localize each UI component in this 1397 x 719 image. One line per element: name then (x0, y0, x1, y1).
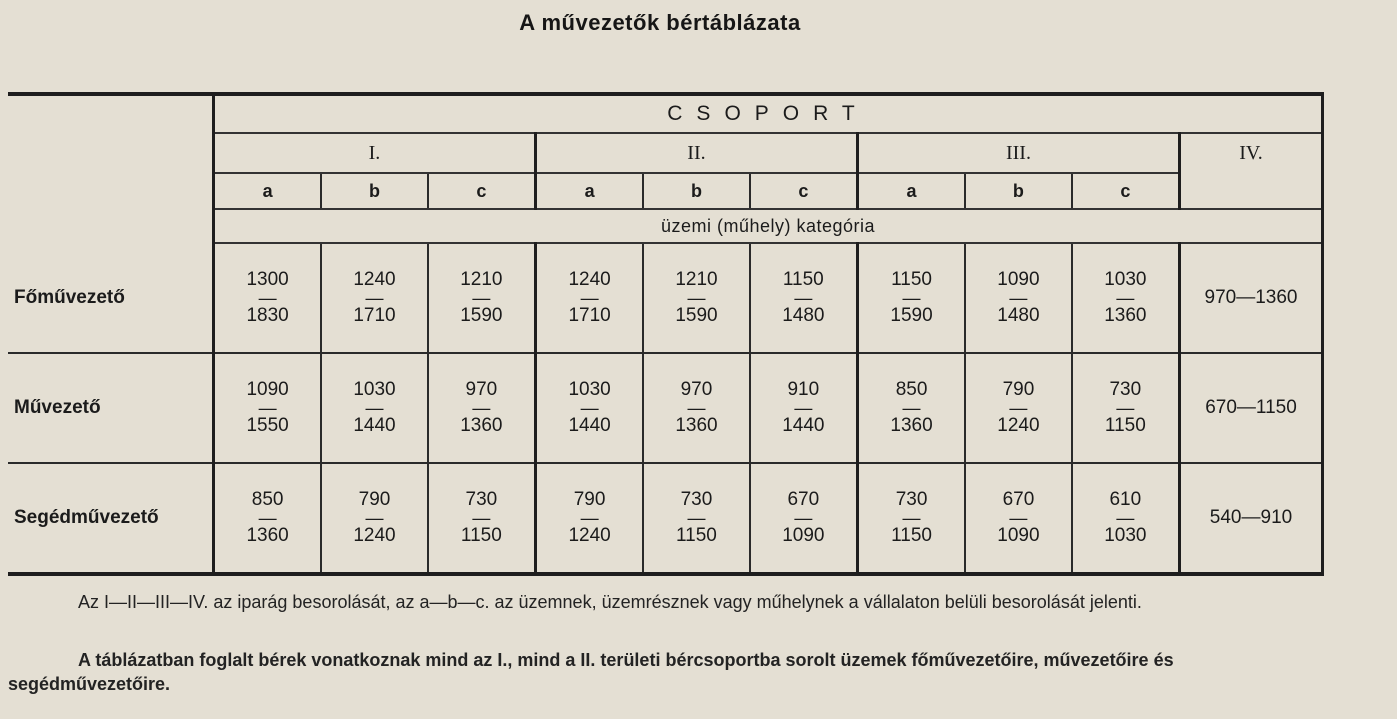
header-row-csoport (8, 94, 1323, 133)
cell-dash: — (580, 507, 599, 528)
table-cell (965, 463, 1072, 574)
table-cell (1072, 353, 1180, 463)
cell-low-value: 850 (895, 378, 928, 400)
cell-high-value: 1150 (676, 525, 717, 547)
table-cell (535, 463, 643, 574)
header-sub-b: b (321, 173, 428, 209)
cell-dash: — (794, 397, 813, 418)
range-iv-cell: 970—1360 (1180, 243, 1323, 353)
table-cell (643, 353, 750, 463)
table-cell (535, 353, 643, 463)
cell-dash: — (794, 287, 813, 308)
footnote-scope: A táblázatban foglalt bérek vonatkoznak mind az I., mind a II. területi bércsoportba sorolt üzemek főművezetőire, művezetőire és segédművezetőire. (8, 650, 1174, 694)
header-group-ii: II. (535, 133, 857, 173)
cell-high-value: 1360 (460, 415, 503, 437)
cell-low-value: 730 (680, 488, 713, 510)
cell-high-value: 1710 (568, 305, 611, 327)
header-sub-a: a (535, 173, 643, 209)
range-iv-cell: 540—910 (1180, 463, 1323, 574)
row-label: Segédművezető (8, 463, 214, 574)
cell-dash: — (1009, 397, 1028, 418)
cell-high-value: 1150 (891, 525, 932, 547)
cell-high-value: 1360 (246, 525, 289, 547)
cell-dash: — (365, 287, 384, 308)
header-sub-b: b (965, 173, 1072, 209)
cell-low-value: 1090 (246, 378, 289, 400)
table-row (8, 463, 1323, 574)
cell-low-value: 1150 (782, 268, 824, 290)
cell-low-value: 1240 (568, 268, 611, 290)
table-body (8, 243, 1323, 574)
row-label: Főművezető (8, 243, 214, 353)
cell-high-value: 1440 (353, 415, 396, 437)
cell-dash: — (1116, 397, 1135, 418)
cell-dash: — (1116, 287, 1135, 308)
cell-low-value: 970 (680, 378, 713, 400)
cell-high-value: 1240 (997, 415, 1040, 437)
table-cell (857, 243, 965, 353)
cell-high-value: 1240 (353, 525, 396, 547)
cell-high-value: 1150 (460, 525, 502, 547)
table-cell (321, 463, 428, 574)
header-group-i: I. (214, 133, 536, 173)
cell-dash: — (902, 397, 921, 418)
header-sub-c: c (428, 173, 536, 209)
cell-low-value: 730 (1109, 378, 1142, 400)
cell-high-value: 1710 (353, 305, 396, 327)
cell-low-value: 790 (1002, 378, 1035, 400)
cell-dash: — (1116, 507, 1135, 528)
header-sub-c: c (750, 173, 858, 209)
cell-high-value: 1360 (890, 415, 933, 437)
cell-dash: — (902, 507, 921, 528)
row-label: Művezető (8, 353, 214, 463)
cell-dash: — (472, 507, 491, 528)
cell-dash: — (472, 287, 491, 308)
table-cell (428, 353, 536, 463)
cell-dash: — (1009, 287, 1028, 308)
cell-high-value: 1550 (246, 415, 289, 437)
table-cell (643, 463, 750, 574)
table-cell (750, 353, 858, 463)
cell-dash: — (258, 287, 277, 308)
table-cell (750, 243, 858, 353)
header-sub-b: b (643, 173, 750, 209)
table-cell (750, 463, 858, 574)
cell-high-value: 1590 (460, 305, 503, 327)
table-cell (321, 353, 428, 463)
cell-low-value: 1300 (246, 268, 289, 290)
salary-table (8, 92, 1324, 576)
table-cell (1072, 243, 1180, 353)
cell-dash: — (794, 507, 813, 528)
cell-high-value: 1090 (782, 525, 825, 547)
cell-low-value: 910 (787, 378, 820, 400)
cell-dash: — (687, 507, 706, 528)
cell-high-value: 1090 (997, 525, 1040, 547)
cell-dash: — (472, 397, 491, 418)
cell-low-value: 1090 (997, 268, 1040, 290)
cell-high-value: 1480 (997, 305, 1040, 327)
table-cell (535, 243, 643, 353)
table-row (8, 243, 1323, 353)
table-cell (1072, 463, 1180, 574)
header-group-iv: IV. (1180, 133, 1323, 209)
table-cell (214, 243, 322, 353)
table-cell (214, 463, 322, 574)
cell-low-value: 1210 (460, 268, 503, 290)
cell-dash: — (580, 397, 599, 418)
cell-dash: — (365, 397, 384, 418)
cell-low-value: 610 (1109, 488, 1142, 510)
cell-low-value: 1030 (353, 378, 396, 400)
header-sub-a: a (857, 173, 965, 209)
cell-low-value: 970 (465, 378, 498, 400)
cell-low-value: 670 (1002, 488, 1035, 510)
cell-low-value: 1150 (891, 268, 932, 290)
cell-low-value: 1030 (568, 378, 611, 400)
cell-low-value: 1030 (1104, 268, 1147, 290)
cell-dash: — (687, 397, 706, 418)
table-cell (857, 353, 965, 463)
cell-dash: — (1009, 507, 1028, 528)
cell-high-value: 1480 (782, 305, 825, 327)
table-cell (857, 463, 965, 574)
cell-high-value: 1590 (890, 305, 933, 327)
cell-low-value: 730 (895, 488, 928, 510)
footnote-classification: Az I—II—III—IV. az iparág besorolását, az a—b—c. az üzemnek, üzemrésznek vagy műhelynek a vállalaton belüli besorolását jelenti. (78, 592, 1142, 612)
header-sub-c: c (1072, 173, 1180, 209)
cell-dash: — (258, 507, 277, 528)
header-csoport: CSOPORT (214, 94, 1323, 133)
table-cell (965, 243, 1072, 353)
page-title: A művezetők bértáblázata (519, 10, 801, 35)
table-cell (643, 243, 750, 353)
cell-high-value: 1030 (1104, 525, 1147, 547)
cell-high-value: 1360 (1104, 305, 1147, 327)
table-cell (214, 353, 322, 463)
table-cell (965, 353, 1072, 463)
header-group-iii: III. (857, 133, 1179, 173)
cell-dash: — (365, 507, 384, 528)
cell-low-value: 1240 (353, 268, 396, 290)
cell-high-value: 1240 (568, 525, 611, 547)
header-stub (8, 94, 214, 243)
cell-dash: — (902, 287, 921, 308)
cell-low-value: 790 (573, 488, 606, 510)
table-row (8, 353, 1323, 463)
cell-low-value: 850 (251, 488, 284, 510)
cell-low-value: 790 (358, 488, 391, 510)
cell-high-value: 1590 (675, 305, 718, 327)
cell-high-value: 1440 (568, 415, 611, 437)
cell-high-value: 1360 (675, 415, 718, 437)
table-cell (321, 243, 428, 353)
header-category: üzemi (műhely) kategória (214, 209, 1323, 243)
cell-low-value: 670 (787, 488, 820, 510)
cell-high-value: 1440 (782, 415, 825, 437)
cell-dash: — (580, 287, 599, 308)
cell-low-value: 1210 (675, 268, 718, 290)
header-sub-a: a (214, 173, 322, 209)
table-cell (428, 243, 536, 353)
cell-low-value: 730 (465, 488, 498, 510)
cell-dash: — (258, 397, 277, 418)
range-iv-cell: 670—1150 (1180, 353, 1323, 463)
table-cell (428, 463, 536, 574)
cell-dash: — (687, 287, 706, 308)
cell-high-value: 1830 (246, 305, 289, 327)
cell-high-value: 1150 (1104, 415, 1146, 437)
